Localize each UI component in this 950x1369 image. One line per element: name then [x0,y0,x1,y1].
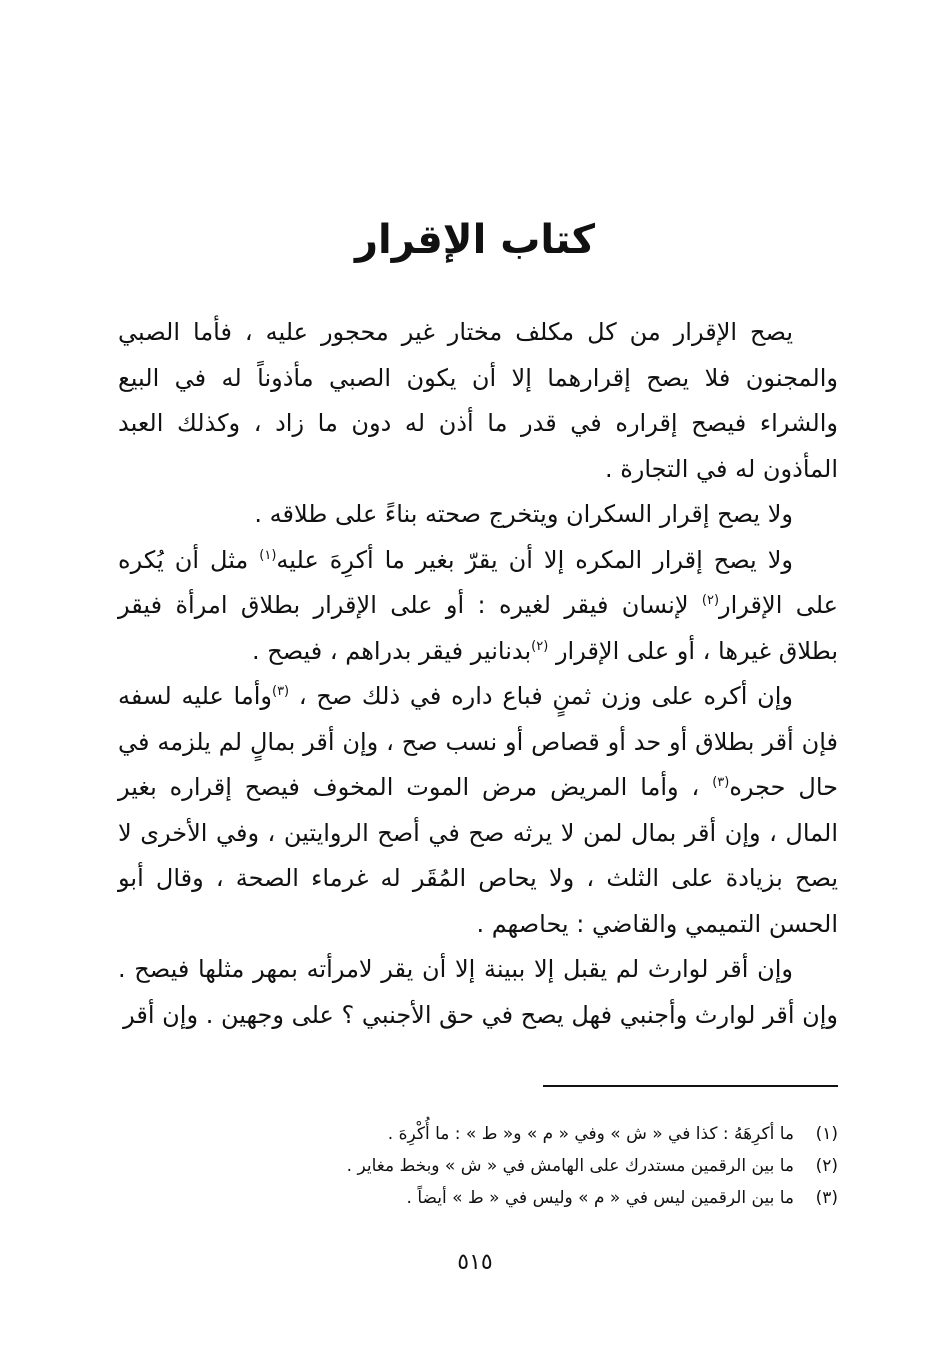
paragraph [118,492,838,538]
footnote-marker: (٢) [531,638,549,654]
footnote-marker: (٣) [712,775,730,790]
paragraph-text: وإن أقر لوارث لم يقبل إلا ببينة إلا أن يقر لامرأته بمهر مثلها فيصح . وإن أقر لوارث وأجنبي فهل يصح في حق الأجنبي ؟ على وجهين . وإن أقر [118,955,838,1029]
footnote [118,1150,838,1182]
footnote-text: ما أكرِهَهُ : كذا في « ش » وفي « م » و« ط » : ما أُكْرِهَ . [387,1124,794,1144]
footnote-divider [543,1085,838,1087]
footnote-number: (١) [815,1124,838,1144]
paragraph [118,674,838,947]
paragraph-text: وإن أكره على وزن ثمنٍ فباع داره في ذلك صح ، [289,682,793,710]
paragraph-text: مثل أن يُكره على الإقرار [118,545,839,619]
footnote-number: (٣) [815,1188,838,1208]
paragraph-text: ولا يصح إقرار المكره إلا أن يقرّ بغير ما أكرِهَ عليه [276,545,794,574]
paragraph [118,947,838,1038]
footnote-marker: (١) [259,547,277,563]
chapter-title: كتاب الإقرار [354,217,596,263]
footnotes [118,1118,838,1214]
paragraph [118,310,838,492]
paragraph-text: ولا يصح إقرار السكران ويتخرج صحته بناءً على طلاقه . [254,500,793,528]
footnote-number: (٢) [815,1156,838,1176]
footnote-text: ما بين الرقمين مستدرك على الهامش في « ش » وبخط مغاير . [346,1156,794,1176]
paragraph-text: لإنسان فيقر لغيره : أو على الإقرار بطلاق امرأة فيقر بطلاق غيرها ، أو على الإقرار [118,591,838,665]
body-text [118,310,838,1038]
paragraph-text: وأما عليه لسفه فإن أقر بطلاق أو حد أو قصاص أو نسب صح ، وإن أقر بمالٍ لم يلزمه في حال حجره [118,682,839,801]
paragraph-text: ، وأما المريض مرض الموت المخوف فيصح إقراره بغير المال ، وإن أقر بمال لمن لا يرثه صح في أصح الروايتين ، وفي الأخرى لا يصح بزيادة على الثلث ، ولا يحاص المُقَر له غرماء الصحة ، وقال أبو الحسن التميمي والقاضي : يحاصهم . [118,773,838,938]
paragraph-text: يصح الإقرار من كل مكلف مختار غير محجور عليه ، فأما الصبي والمجنون فلا يصح إقرارهما إلا أن يكون الصبي مأذوناً له في البيع والشراء فيصح إقراره في قدر ما أذن له دون ما زاد ، وكذلك العبد المأذون له في التجارة . [118,318,838,483]
footnote [118,1118,838,1150]
page-number: ٥١٥ [457,1250,493,1275]
paragraph [118,538,838,675]
paragraph-text: بدنانير فيقر بدراهم ، فيصح . [251,636,532,665]
footnote-text: ما بين الرقمين ليس في « م » وليس في « ط » أيضاً . [406,1188,794,1208]
footnote [118,1182,838,1214]
footnote-marker: (٢) [701,593,720,608]
footnote-marker: (٣) [271,684,290,699]
